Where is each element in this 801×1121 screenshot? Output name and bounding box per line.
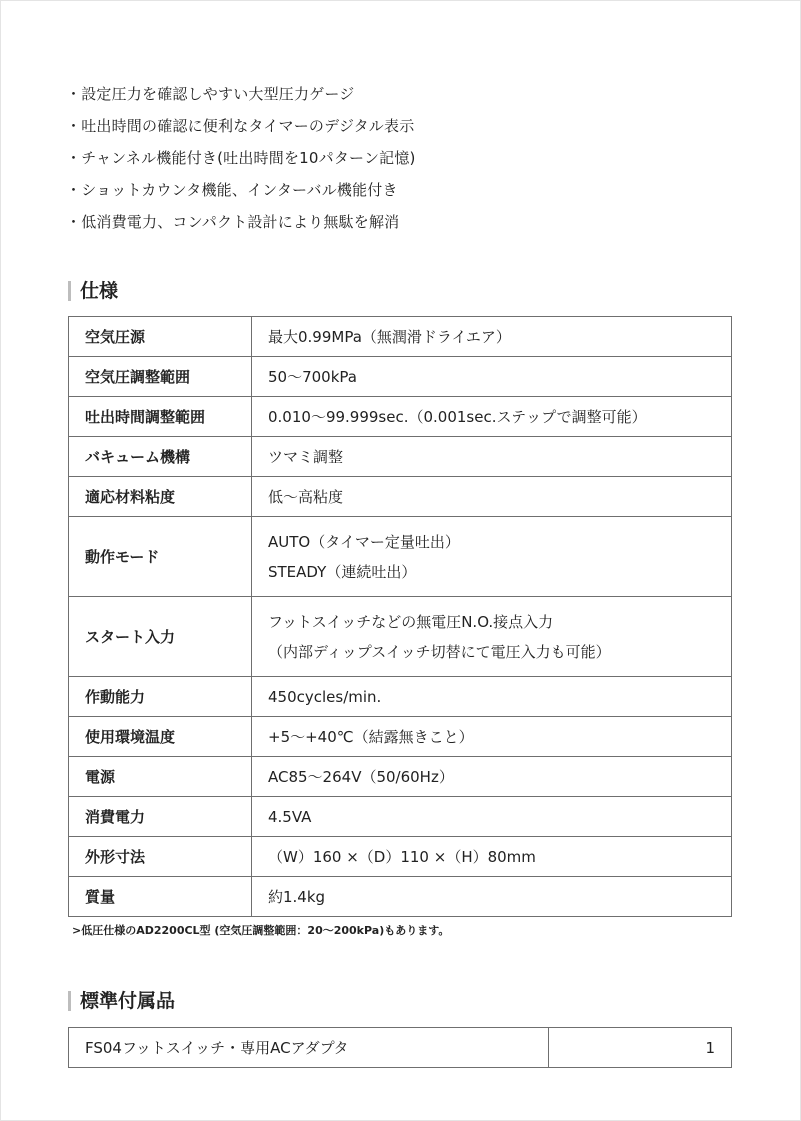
table-row [69, 1028, 732, 1068]
spec-label: 電源 [69, 757, 252, 797]
table-row [69, 517, 732, 597]
spec-note: >低圧仕様のAD2200CL型 (空気圧調整範囲：20〜200kPa)もあります。 [72, 924, 450, 937]
spec-value-line: AUTO（タイマー定量吐出） [268, 532, 460, 551]
table-row [69, 677, 732, 717]
spec-value [252, 437, 732, 477]
spec-label: 空気圧源 [69, 317, 252, 357]
spec-value-line: 0.010〜99.999sec.（0.001sec.ステップで調整可能） [268, 407, 647, 426]
accessory-item: FS04フットスイッチ・専用ACアダプタ [69, 1028, 549, 1068]
spec-value [252, 317, 732, 357]
spec-value-line: STEADY（連続吐出） [268, 562, 417, 581]
spec-value [252, 797, 732, 837]
spec-label: 消費電力 [69, 797, 252, 837]
spec-value [252, 877, 732, 917]
spec-label: バキューム機構 [69, 437, 252, 477]
spec-value [252, 677, 732, 717]
table-row [69, 357, 732, 397]
table-row [69, 717, 732, 757]
table-row [69, 877, 732, 917]
spec-value-line: （W）160 ×（D）110 ×（H）80mm [268, 847, 536, 866]
spec-value [252, 597, 732, 677]
spec-label: スタート入力 [69, 597, 252, 677]
spec-value-line: 450cycles/min. [268, 687, 382, 706]
spec-label: 使用環境温度 [69, 717, 252, 757]
spec-label: 質量 [69, 877, 252, 917]
spec-label: 適応材料粘度 [69, 477, 252, 517]
spec-value-line: AC85〜264V（50/60Hz） [268, 767, 454, 786]
accessories-table [68, 1027, 732, 1068]
feature-list [72, 78, 416, 238]
spec-value-line: 約1.4kg [268, 887, 326, 906]
spec-value [252, 517, 732, 597]
spec-value-line: フットスイッチなどの無電圧N.O.接点入力 [268, 612, 554, 631]
table-row [69, 837, 732, 877]
spec-label: 動作モード [69, 517, 252, 597]
spec-value-line: （内部ディップスイッチ切替にて電圧入力も可能） [268, 642, 611, 661]
accessory-quantity: 1 [549, 1028, 732, 1068]
spec-table [68, 316, 732, 917]
spec-label: 吐出時間調整範囲 [69, 397, 252, 437]
spec-label: 作動能力 [69, 677, 252, 717]
table-row [69, 477, 732, 517]
spec-value [252, 357, 732, 397]
spec-value-line: ツマミ調整 [268, 447, 344, 466]
feature-item: ・ 吐出時間の確認に便利なタイマーのデジタル表示 [72, 110, 416, 142]
feature-item: ・ ショットカウンタ機能、インターバル機能付き [72, 174, 416, 206]
spec-heading: 仕様 [68, 281, 118, 301]
spec-value-line: 低〜高粘度 [268, 487, 344, 506]
spec-value-line: 最大0.99MPa（無潤滑ドライエア） [268, 327, 511, 346]
spec-value-line: +5〜+40℃（結露無きこと） [268, 727, 474, 746]
spec-value [252, 837, 732, 877]
spec-value [252, 397, 732, 437]
feature-item: ・ チャンネル機能付き(吐出時間を10パターン記憶) [72, 142, 416, 174]
spec-value [252, 717, 732, 757]
table-row [69, 437, 732, 477]
table-row [69, 317, 732, 357]
spec-value [252, 477, 732, 517]
feature-item: ・ 低消費電力、コンパクト設計により無駄を解消 [72, 206, 416, 238]
spec-value-line: 4.5VA [268, 807, 312, 826]
accessories-heading: 標準付属品 [68, 991, 175, 1011]
table-row [69, 397, 732, 437]
spec-label: 外形寸法 [69, 837, 252, 877]
table-row [69, 597, 732, 677]
table-row [69, 757, 732, 797]
table-row [69, 797, 732, 837]
spec-value [252, 757, 732, 797]
feature-item: ・ 設定圧力を確認しやすい大型圧力ゲージ [72, 78, 416, 110]
spec-value-line: 50〜700kPa [268, 367, 357, 386]
spec-label: 空気圧調整範囲 [69, 357, 252, 397]
